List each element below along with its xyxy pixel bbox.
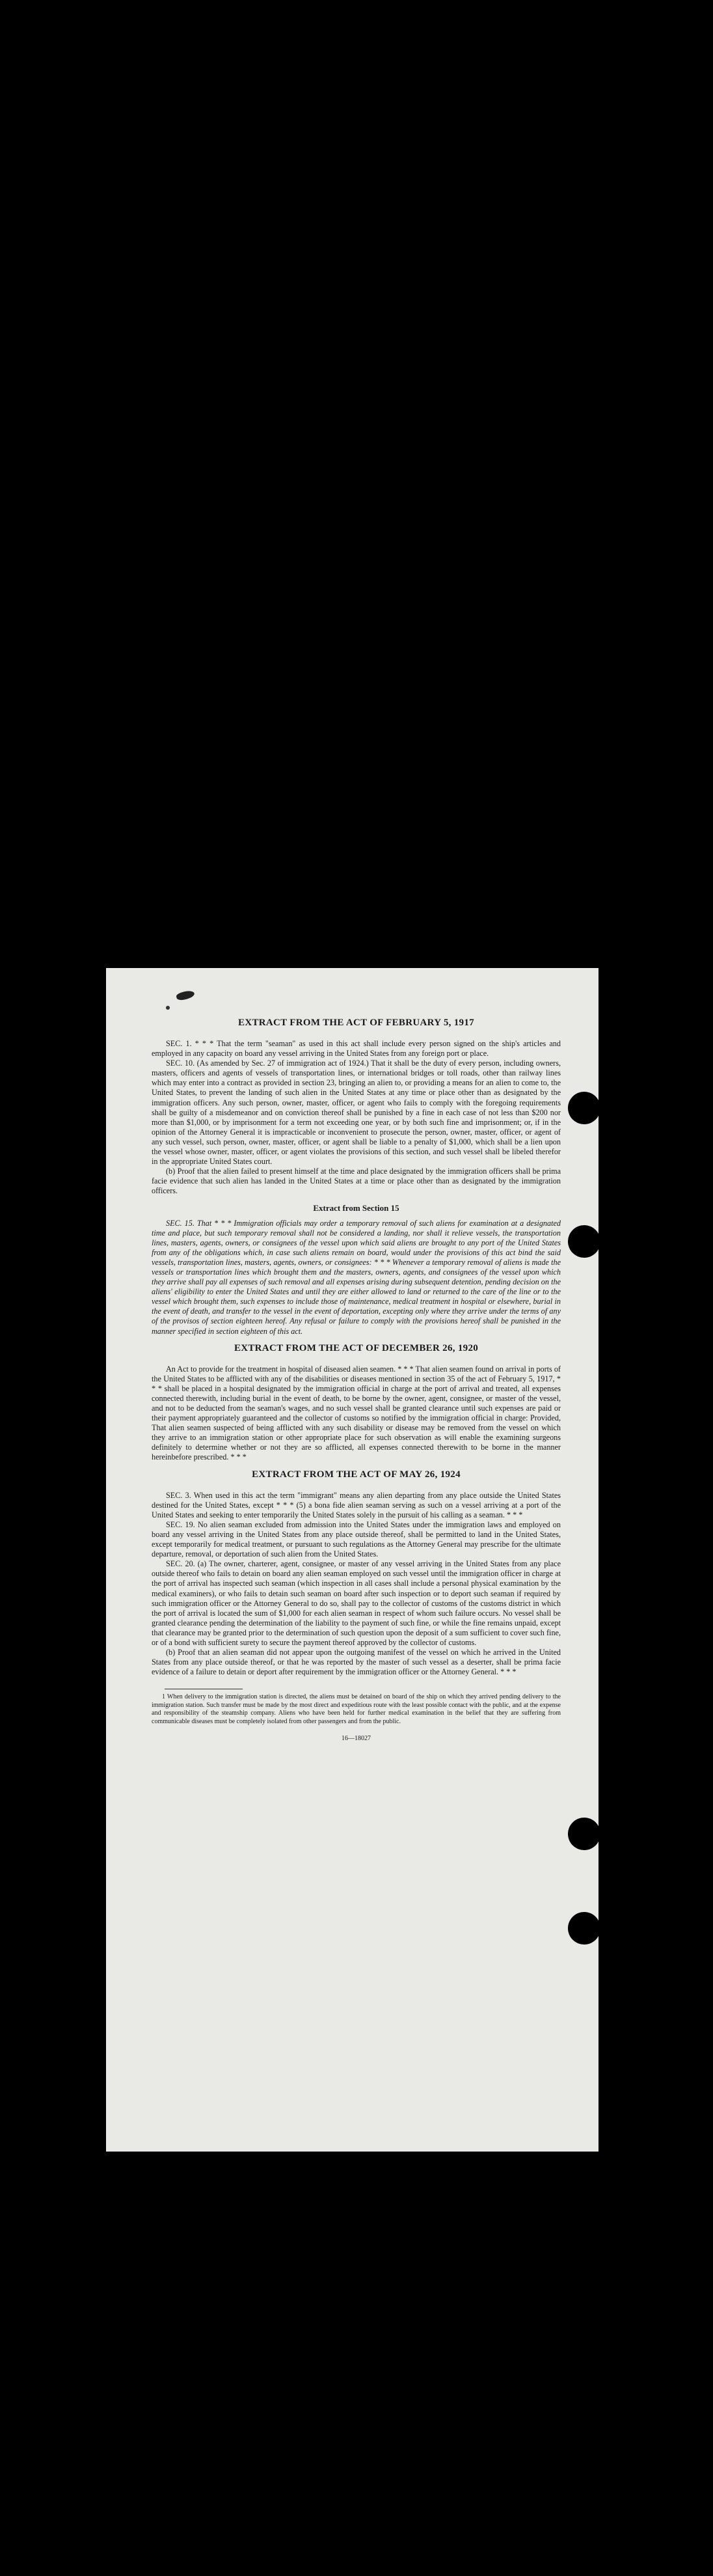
ink-smudge: [176, 990, 195, 1002]
paragraph-sec10: SEC. 10. (As amended by Sec. 27 of immigration act of 1924.) That it shall be the duty of every person, including owners, masters, officers and agents of vessels of transportation lines, or international bridges or toll roads, other than railway lines which may enter into a contract as provided in section 23, bringing an alien to, or providing a means for an alien to come to, the United States, to prevent the landing of such alien in the United States at any time or place other than as designated by the immigration officers. Any such person, owner, master, officer, or agent who fails to comply with the foregoing requirements shall be guilty of a misdemeanor and on conviction thereof shall be punished by a fine in each case of not less than $200 nor more than $1,000, or by imprisonment for a term not exceeding one year, or by both such fine and imprisonment; or, if in the opinion of the Attorney General it is impracticable or inconvenient to prosecute the person, owner, master, officer, or agent of any such vessel, such person, owner, master, officer, or agent shall be liable to a penalty of $1,000, which shall be a lien upon the vessel whose owner, master, officer, or agent violates the provisions of this section, and such vessel shall be libeled therefor in the appropriate United States court.: [152, 1059, 561, 1167]
footnote: 1 When delivery to the immigration station is directed, the aliens must be detained on board of the ship on which they arrived pending delivery to the immigration station. Such transfer must be made by the most direct and expeditious route with the least possible contact with the public, and at the expense and responsibility of the steamship company. Aliens who have been held for further medical examination in the belief that they are suffering from communicable diseases must be completely isolated from other passengers and from the public.: [152, 1693, 561, 1725]
section-title-1917: EXTRACT FROM THE ACT OF FEBRUARY 5, 1917: [238, 1018, 474, 1028]
paragraph-sec3: SEC. 3. When used in this act the term "immigrant" means any alien departing from any place outside the United States destined for the United States, except * * * (5) a bona fide alien seaman serving as such on a vessel arriving at a port of the United States and seeking to enter temporarily the United States solely in the pursuit of his calling as a seaman. * * *: [152, 1490, 561, 1519]
document-page: [106, 968, 599, 2152]
paragraph-sec20b: (b) Proof that an alien seaman did not appear upon the outgoing manifest of the vessel on which he arrived in the United States from any place outside thereof, or that he was reported by the master of such vessel as a deserter, shall be prima facie evidence of a failure to detain or deport after requirement by the immigration officer or the Attorney General. * * *: [152, 1648, 561, 1677]
paragraph-sec20a: SEC. 20. (a) The owner, charterer, agent, consignee, or master of any vessel arriving in the United States from any place outside thereof who fails to detain on board any alien seaman employed on such vessel until the immigration officer in charge at the port of arrival has inspected such seaman (which inspection in all cases shall include a personal physical examination by the medical examiners), or who fails to detain such seaman on board after such inspection or to deport such seaman if required by such immigration officer or the Attorney General to do so, shall pay to the collector of customs of the customs district in which the port of arrival is located the sum of $1,000 for each alien seaman in respect of whom such failure occurs. No vessel shall be granted clearance pending the determination of the liability to the payment of such fine, or while the fine remains unpaid, except that clearance may be granted prior to the determination of such question upon the deposit of a sum sufficient to cover such fine, or of a bond with sufficient surety to secure the payment thereof approved by the collector of customs.: [152, 1559, 561, 1647]
punch-hole: [568, 1818, 599, 1850]
paragraph-sec15: SEC. 15. That * * * Immigration officials may order a temporary removal of such aliens for examination at a designated time and place, but such temporary removal shall not be considered a landing, nor shall it relieve vessels, the transportation lines, masters, agents, owners, or consignees of the vessel upon which said aliens are brought to any port of the United States from any of the obligations which, in case such aliens remain on board, would under the provisions of this act bind the said vessels, transportation lines, masters, agents, owners, or consignees: * * * Whenever a temporary removal of aliens is made the vessels or transportation lines which brought them and the masters, owners, agents, and consignees of the vessel upon which they arrive shall pay all expenses of such removal and all expenses arising during subsequent detention, pending decision on the aliens' eligibility to enter the United States and until they are either allowed to land or returned to the care of the line or to the vessel which brought them, such expenses to include those of maintenance, medical treatment in hospital or elsewhere, burial in the event of death, and transfer to the vessel in the event of deportation, excepting only where they arrive under the terms of any of the provisos of section eighteen hereof. Any refusal or failure to comply with the provisions hereof shall be punished in the manner specified in section eighteen of this act.: [152, 1218, 561, 1336]
paragraph-1920: An Act to provide for the treatment in hospital of diseased alien seamen. * * * That alien seamen found on arrival in ports of the United States to be afflicted with any of the disabilities or diseases mentioned in section 35 of the act of February 5, 1917, * * * shall be placed in a hospital designated by the immigration official in charge at the port of arrival and treated, all expenses connected therewith, including burial in the event of death, to be borne by the owner, agent, consignee, or master of the vessel, and not to be deducted from the seaman's wages, and no such vessel shall be granted clearance until such expenses are paid or their payment appropriately guaranteed and the collector of customs so notified by the immigration official in charge: Provided, That alien seamen suspected of being afflicted with any such disability or disease may be removed from the vessel on which they arrive to an immigration station or other appropriate place for such observation as will enable the examining surgeons definitely to determine whether or not they are so afflicted, all expenses connected therewith to be borne in the manner hereinbefore prescribed. * * *: [152, 1364, 561, 1462]
paragraph-sec10b: (b) Proof that the alien failed to present himself at the time and place designated by the immigration officers shall be prima facie evidence that such alien has landed in the United States at a time or place other than as designated by the immigration officers.: [152, 1167, 561, 1196]
paragraph-sec19: SEC. 19. No alien seaman excluded from admission into the United States under the immigration laws and employed on board any vessel arriving in the United States from any place outside thereof, shall be permitted to land in the United States, except temporarily for medical treatment, or pursuant to such regulations as the Attorney General may prescribe for the ultimate departure, removal, or deportation of such alien from the United States.: [152, 1519, 561, 1559]
paragraph-sec1: SEC. 1. * * * That the term "seaman" as used in this act shall include every person signed on the ship's articles and employed in any capacity on board any vessel arriving in the United States from any foreign port or place.: [152, 1039, 561, 1059]
ink-dot: [166, 1006, 170, 1010]
section-title-sec15: Extract from Section 15: [313, 1202, 399, 1213]
punch-hole: [568, 1092, 599, 1124]
form-number: 16—18027: [342, 1734, 371, 1742]
section-title-1920: EXTRACT FROM THE ACT OF DECEMBER 26, 1920: [234, 1342, 479, 1353]
punch-hole: [568, 1912, 599, 1945]
section-title-1924: EXTRACT FROM THE ACT OF MAY 26, 1924: [252, 1469, 461, 1480]
punch-hole: [568, 1225, 599, 1258]
